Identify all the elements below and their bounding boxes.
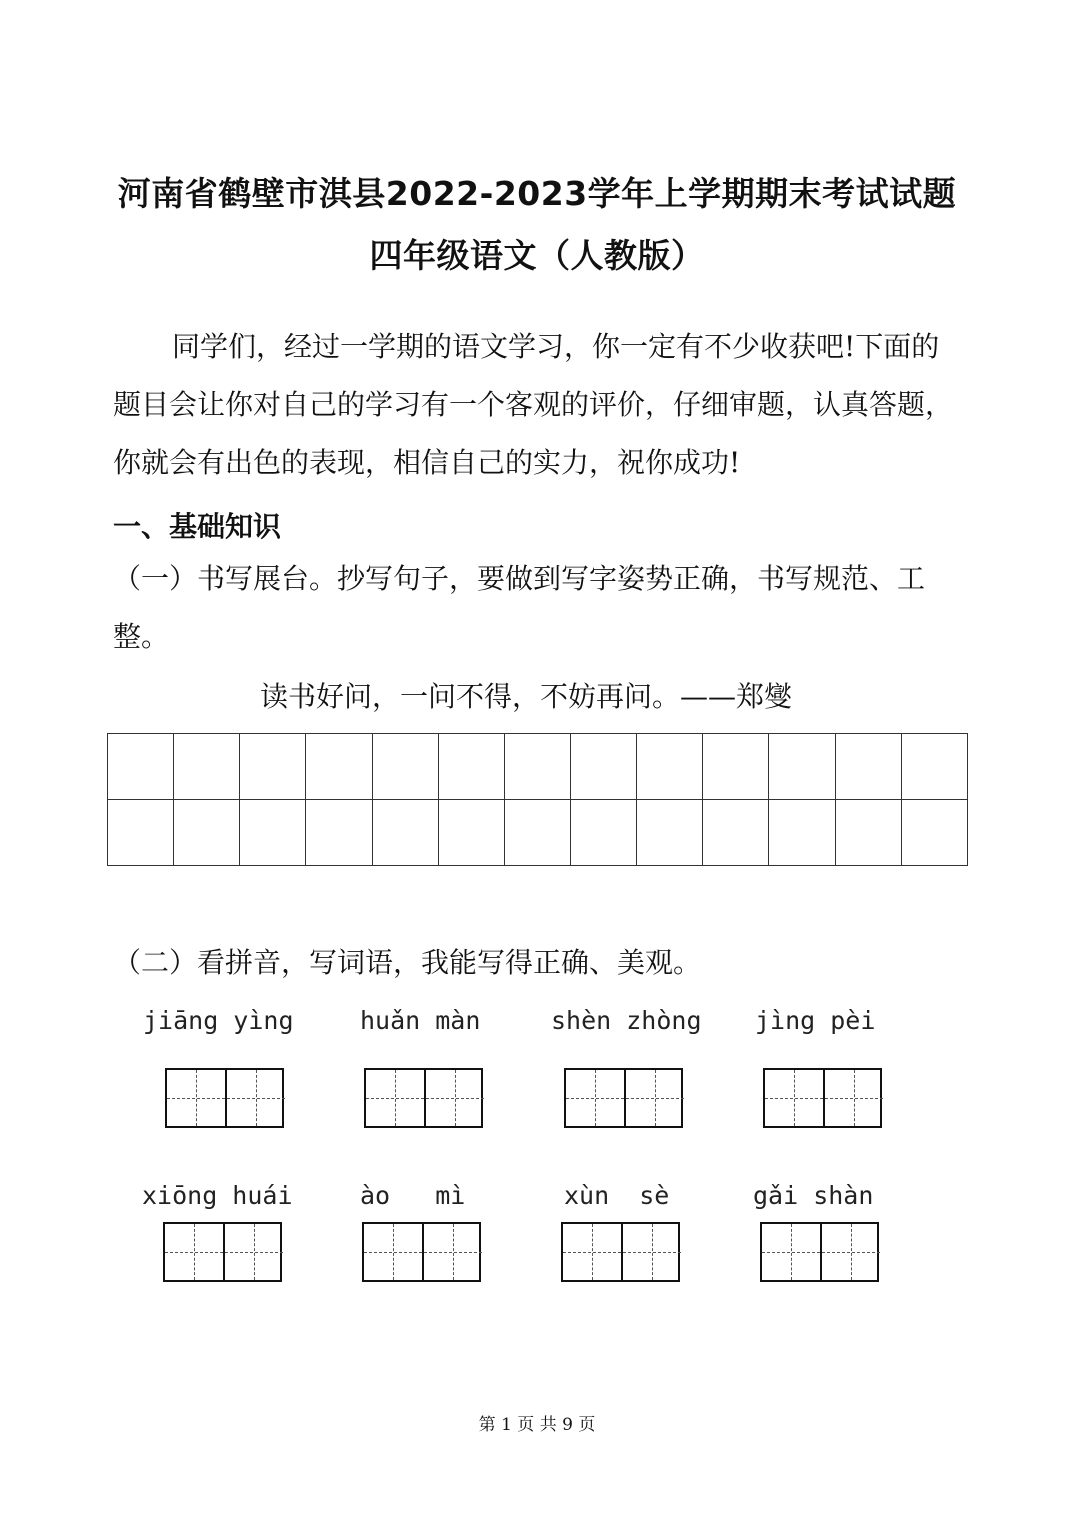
- part1-instruction-line-1: （一）书写展台。抄写句子，要做到写字姿势正确，书写规范、工: [113, 562, 926, 595]
- tianzige-cell[interactable]: [563, 1224, 621, 1280]
- part1-instruction-line-2: 整。: [113, 620, 170, 653]
- grid-cell[interactable]: [438, 734, 504, 800]
- grid-cell[interactable]: [570, 734, 636, 800]
- tianzige-box[interactable]: [564, 1068, 683, 1128]
- grid-cell[interactable]: [504, 800, 570, 866]
- tianzige-box[interactable]: [362, 1222, 481, 1282]
- pinyin-8: gǎi shàn: [753, 1181, 874, 1210]
- grid-cell[interactable]: [570, 800, 636, 866]
- pinyin-4: jìng pèi: [755, 1006, 876, 1035]
- tianzige-cell[interactable]: [364, 1224, 422, 1280]
- pinyin-7: xùn sè: [564, 1181, 670, 1210]
- tianzige-cell[interactable]: [621, 1224, 681, 1280]
- intro-line-1: 同学们，经过一学期的语文学习，你一定有不少收获吧!下面的: [172, 330, 940, 363]
- tianzige-cell[interactable]: [225, 1070, 285, 1126]
- pinyin-2: huǎn màn: [360, 1006, 481, 1035]
- tianzige-cell[interactable]: [165, 1224, 223, 1280]
- grid-cell[interactable]: [769, 800, 835, 866]
- grid-cell[interactable]: [901, 734, 967, 800]
- tianzige-box[interactable]: [165, 1068, 284, 1128]
- pinyin-3: shèn zhòng: [551, 1006, 702, 1035]
- grid-cell[interactable]: [835, 800, 901, 866]
- grid-cell[interactable]: [703, 800, 769, 866]
- tianzige-box[interactable]: [561, 1222, 680, 1282]
- tianzige-box[interactable]: [760, 1222, 879, 1282]
- grid-cell[interactable]: [108, 734, 174, 800]
- intro-line-3: 你就会有出色的表现，相信自己的实力，祝你成功!: [113, 446, 741, 479]
- grid-cell[interactable]: [174, 734, 240, 800]
- grid-cell[interactable]: [372, 734, 438, 800]
- tianzige-cell[interactable]: [167, 1070, 225, 1126]
- pinyin-5: xiōng huái: [142, 1181, 293, 1210]
- grid-row: [108, 734, 968, 800]
- grid-cell[interactable]: [240, 800, 306, 866]
- pinyin-1: jiāng yìng: [143, 1006, 294, 1035]
- tianzige-cell[interactable]: [765, 1070, 823, 1126]
- tianzige-cell[interactable]: [424, 1070, 484, 1126]
- grid-cell[interactable]: [108, 800, 174, 866]
- part2-instruction: （二）看拼音，写词语，我能写得正确、美观。: [113, 946, 702, 979]
- intro-line-2: 题目会让你对自己的学习有一个客观的评价，仔细审题，认真答题，: [113, 388, 954, 421]
- grid-cell[interactable]: [306, 734, 372, 800]
- grid-row: [108, 800, 968, 866]
- tianzige-cell[interactable]: [762, 1224, 820, 1280]
- tianzige-cell[interactable]: [624, 1070, 684, 1126]
- copy-sentence: 读书好问，一问不得，不妨再问。——郑燮: [260, 680, 793, 713]
- tianzige-box[interactable]: [763, 1068, 882, 1128]
- document-title: 河南省鹤壁市淇县2022-2023学年上学期期末考试试题: [117, 174, 957, 213]
- tianzige-box[interactable]: [364, 1068, 483, 1128]
- page-footer: 第 1 页 共 9 页: [478, 1415, 596, 1435]
- grid-cell[interactable]: [372, 800, 438, 866]
- grid-cell[interactable]: [438, 800, 504, 866]
- grid-cell[interactable]: [703, 734, 769, 800]
- grid-cell[interactable]: [901, 800, 967, 866]
- document-subtitle: 四年级语文（人教版）: [369, 236, 705, 275]
- tianzige-cell[interactable]: [223, 1224, 283, 1280]
- grid-cell[interactable]: [835, 734, 901, 800]
- grid-cell[interactable]: [637, 734, 703, 800]
- section-heading: 一、基础知识: [113, 510, 282, 543]
- tianzige-cell[interactable]: [566, 1070, 624, 1126]
- tianzige-cell[interactable]: [823, 1070, 883, 1126]
- tianzige-cell[interactable]: [366, 1070, 424, 1126]
- grid-cell[interactable]: [504, 734, 570, 800]
- tianzige-box[interactable]: [163, 1222, 282, 1282]
- tianzige-cell[interactable]: [422, 1224, 482, 1280]
- writing-grid[interactable]: [107, 733, 968, 866]
- grid-cell[interactable]: [306, 800, 372, 866]
- tianzige-cell[interactable]: [820, 1224, 880, 1280]
- grid-cell[interactable]: [769, 734, 835, 800]
- grid-cell[interactable]: [174, 800, 240, 866]
- grid-cell[interactable]: [240, 734, 306, 800]
- grid-cell[interactable]: [637, 800, 703, 866]
- pinyin-6: ào mì: [360, 1181, 466, 1210]
